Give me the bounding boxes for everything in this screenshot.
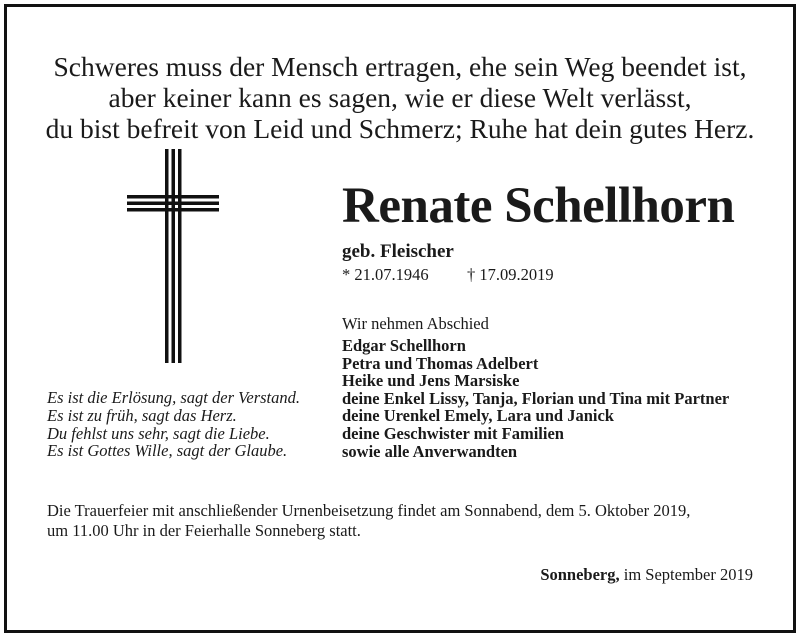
verse-line: Schweres muss der Mensch ertragen, ehe sein Weg beendet ist, bbox=[53, 51, 747, 82]
quote-line: Es ist Gottes Wille, sagt der Glaube. bbox=[47, 441, 288, 461]
mourners-list bbox=[342, 337, 729, 460]
verse-line: aber keiner kann es sagen, wie er diese Welt verlässt, bbox=[108, 82, 692, 113]
notice-line: um 11.00 Uhr in der Feierhalle Sonneberg statt. bbox=[47, 520, 361, 540]
death-date: † 17.09.2019 bbox=[467, 265, 554, 284]
mourner-line: Petra und Thomas Adelbert bbox=[342, 353, 539, 373]
cross-icon bbox=[127, 149, 219, 363]
mourner-line: deine Urenkel Emely, Lara und Janick bbox=[342, 406, 614, 426]
mourner-line: sowie alle Anverwandten bbox=[342, 441, 518, 461]
quote-line: Du fehlst uns sehr, sagt die Liebe. bbox=[47, 423, 270, 443]
mourner-line: Edgar Schellhorn bbox=[342, 336, 466, 355]
life-dates bbox=[342, 265, 554, 285]
quote-line: Es ist zu früh, sagt das Herz. bbox=[47, 405, 237, 425]
mourner-line: deine Geschwister mit Familien bbox=[342, 423, 564, 443]
opening-verse bbox=[0, 51, 800, 144]
verse-line: du bist befreit von Leid und Schmerz; Ruhe hat dein gutes Herz. bbox=[45, 113, 755, 144]
notice-line: Die Trauerfeier mit anschließender Urnenbeisetzung findet am Sonnabend, dem 5. Oktober 2019, bbox=[47, 501, 691, 520]
mourner-line: Heike und Jens Marsiske bbox=[342, 371, 520, 391]
mourner-line: deine Enkel Lissy, Tanja, Florian und Tina mit Partner bbox=[342, 388, 730, 408]
deceased-name: Renate Schellhorn bbox=[342, 178, 735, 234]
signoff-date: im September 2019 bbox=[619, 565, 753, 584]
quote-block bbox=[47, 389, 300, 460]
farewell-label: Wir nehmen Abschied bbox=[342, 314, 489, 333]
signoff-place: Sonneberg, bbox=[540, 565, 620, 584]
signoff bbox=[540, 565, 753, 585]
maiden-name: geb. Fleischer bbox=[342, 241, 454, 262]
quote-line: Es ist die Erlösung, sagt der Verstand. bbox=[47, 388, 301, 407]
service-notice bbox=[47, 501, 690, 540]
birth-date: * 21.07.1946 bbox=[342, 265, 429, 284]
